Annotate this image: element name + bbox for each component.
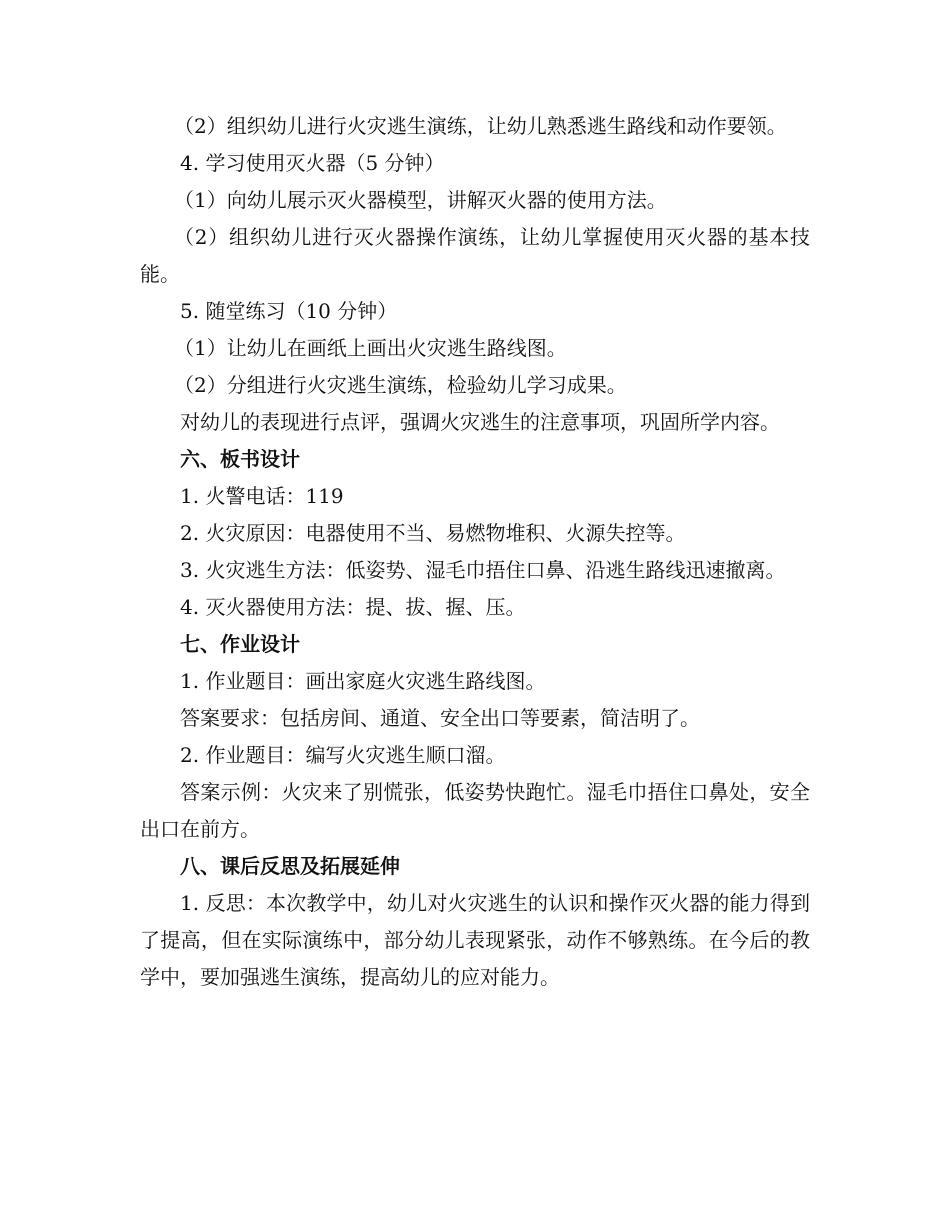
document-body <box>140 108 810 996</box>
paragraph: 5. 随堂练习（10 分钟） <box>180 299 398 323</box>
paragraph: 答案要求：包括房间、通道、安全出口等要素，简洁明了。 <box>180 706 700 730</box>
paragraph: 4. 学习使用灭火器（5 分钟） <box>180 151 445 175</box>
paragraph: （1）让幼儿在画纸上画出火灾逃生路线图。 <box>174 336 567 360</box>
paragraph: （2）分组进行火灾逃生演练，检验幼儿学习成果。 <box>174 373 627 397</box>
paragraph: 1. 火警电话：119 <box>180 484 344 508</box>
section-heading: 七、作业设计 <box>180 632 300 656</box>
paragraph: 4. 灭火器使用方法：提、拔、握、压。 <box>180 595 526 619</box>
paragraph: （1）向幼儿展示灭火器模型，讲解灭火器的使用方法。 <box>174 188 667 212</box>
paragraph: 答案示例：火灾来了别慌张，低姿势快跑忙。湿毛巾捂住口鼻处，安全出口在前方。 <box>140 780 810 841</box>
section-heading: 六、板书设计 <box>180 447 300 471</box>
paragraph: 对幼儿的表现进行点评，强调火灾逃生的注意事项，巩固所学内容。 <box>180 410 780 434</box>
paragraph: 3. 火灾逃生方法：低姿势、湿毛巾捂住口鼻、沿逃生路线迅速撤离。 <box>180 558 786 582</box>
paragraph: 2. 作业题目：编写火灾逃生顺口溜。 <box>180 743 506 767</box>
paragraph: （2）组织幼儿进行火灾逃生演练，让幼儿熟悉逃生路线和动作要领。 <box>174 114 787 138</box>
paragraph: 1. 作业题目：画出家庭火灾逃生路线图。 <box>180 669 546 693</box>
section-heading: 八、课后反思及拓展延伸 <box>180 854 400 878</box>
paragraph: 1. 反思：本次教学中，幼儿对火灾逃生的认识和操作灭火器的能力得到了提高，但在实际演练中，部分幼儿表现紧张，动作不够熟练。在今后的教学中，要加强逃生演练，提高幼儿的应对能力。 <box>140 891 810 989</box>
paragraph: （2）组织幼儿进行灭火器操作演练，让幼儿掌握使用灭火器的基本技能。 <box>140 225 810 286</box>
paragraph: 2. 火灾原因：电器使用不当、易燃物堆积、火源失控等。 <box>180 521 686 545</box>
